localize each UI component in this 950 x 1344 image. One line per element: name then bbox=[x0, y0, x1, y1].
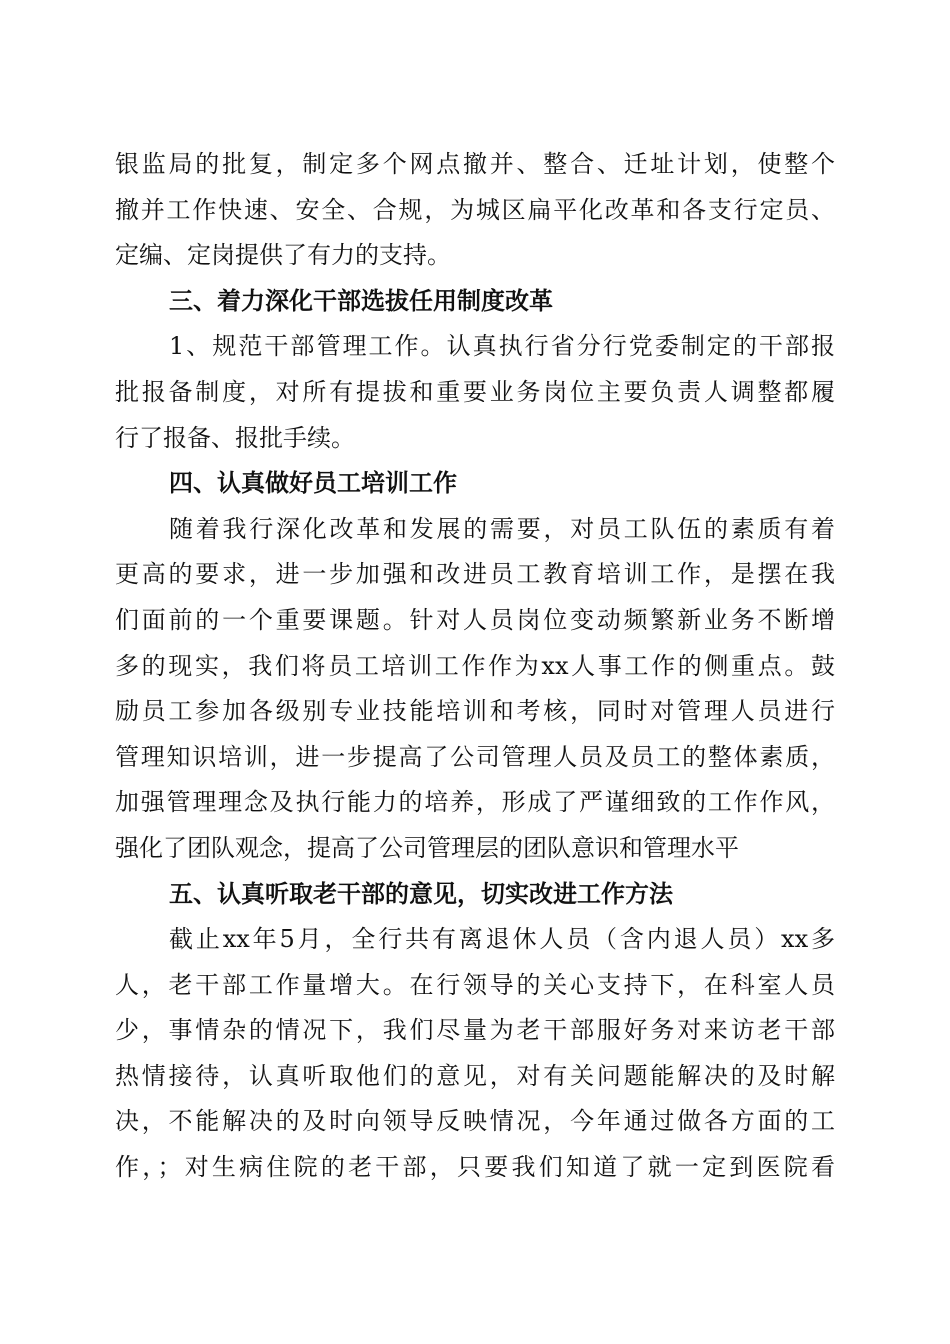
paragraph-line: 人，老干部工作量增大。在行领导的关心支持下，在科室人员 bbox=[115, 970, 835, 999]
paragraph-line: 热情接待，认真听取他们的意见，对有关问题能解决的及时解 bbox=[115, 1061, 835, 1090]
paragraph-line: 加强管理理念及执行能力的培养，形成了严谨细致的工作作风， bbox=[115, 788, 835, 817]
document-page bbox=[115, 142, 835, 1191]
paragraph-line: 励员工参加各级别专业技能培训和考核，同时对管理人员进行 bbox=[115, 697, 835, 726]
paragraph-line: 少，事情杂的情况下，我们尽量为老干部服好务对来访老干部 bbox=[115, 1016, 835, 1045]
paragraph-line: 强化了团队观念，提高了公司管理层的团队意识和管理水平 bbox=[115, 833, 739, 862]
section-heading-3: 三、着力深化干部选拔任用制度改革 bbox=[169, 286, 553, 315]
paragraph-line: 行了报备、报批手续。 bbox=[115, 423, 355, 452]
paragraph-line: 多的现实，我们将员工培训工作作为xx人事工作的侧重点。鼓 bbox=[115, 651, 835, 680]
paragraph-line: 撤并工作快速、安全、合规，为城区扁平化改革和各支行定员、 bbox=[115, 195, 835, 224]
section-heading-5: 五、认真听取老干部的意见，切实改进工作方法 bbox=[169, 879, 673, 908]
paragraph-line: 决，不能解决的及时向领导反映情况，今年通过做各方面的工 bbox=[115, 1107, 835, 1136]
paragraph-line: 更高的要求，进一步加强和改进员工教育培训工作，是摆在我 bbox=[115, 560, 835, 589]
paragraph-line: 们面前的一个重要课题。针对人员岗位变动频繁新业务不断增 bbox=[115, 605, 835, 634]
paragraph-line: 随着我行深化改革和发展的需要，对员工队伍的素质有着 bbox=[169, 514, 835, 543]
section-heading-4: 四、认真做好员工培训工作 bbox=[169, 469, 457, 498]
paragraph-line: 银监局的批复，制定多个网点撤并、整合、迁址计划，使整个 bbox=[115, 150, 835, 178]
paragraph-line: 定编、定岗提供了有力的支持。 bbox=[115, 241, 451, 270]
paragraph-line: 作，；对生病住院的老干部，只要我们知道了就一定到医院看 bbox=[115, 1153, 835, 1182]
paragraph-line: 截止xx年5月，全行共有离退休人员（含内退人员）xx多 bbox=[169, 925, 835, 954]
paragraph-line: 批报备制度，对所有提拔和重要业务岗位主要负责人调整都履 bbox=[115, 377, 835, 406]
paragraph-line: 管理知识培训，进一步提高了公司管理人员及员工的整体素质， bbox=[115, 742, 835, 771]
paragraph-line: 1、规范干部管理工作。认真执行省分行党委制定的干部报 bbox=[169, 332, 835, 361]
